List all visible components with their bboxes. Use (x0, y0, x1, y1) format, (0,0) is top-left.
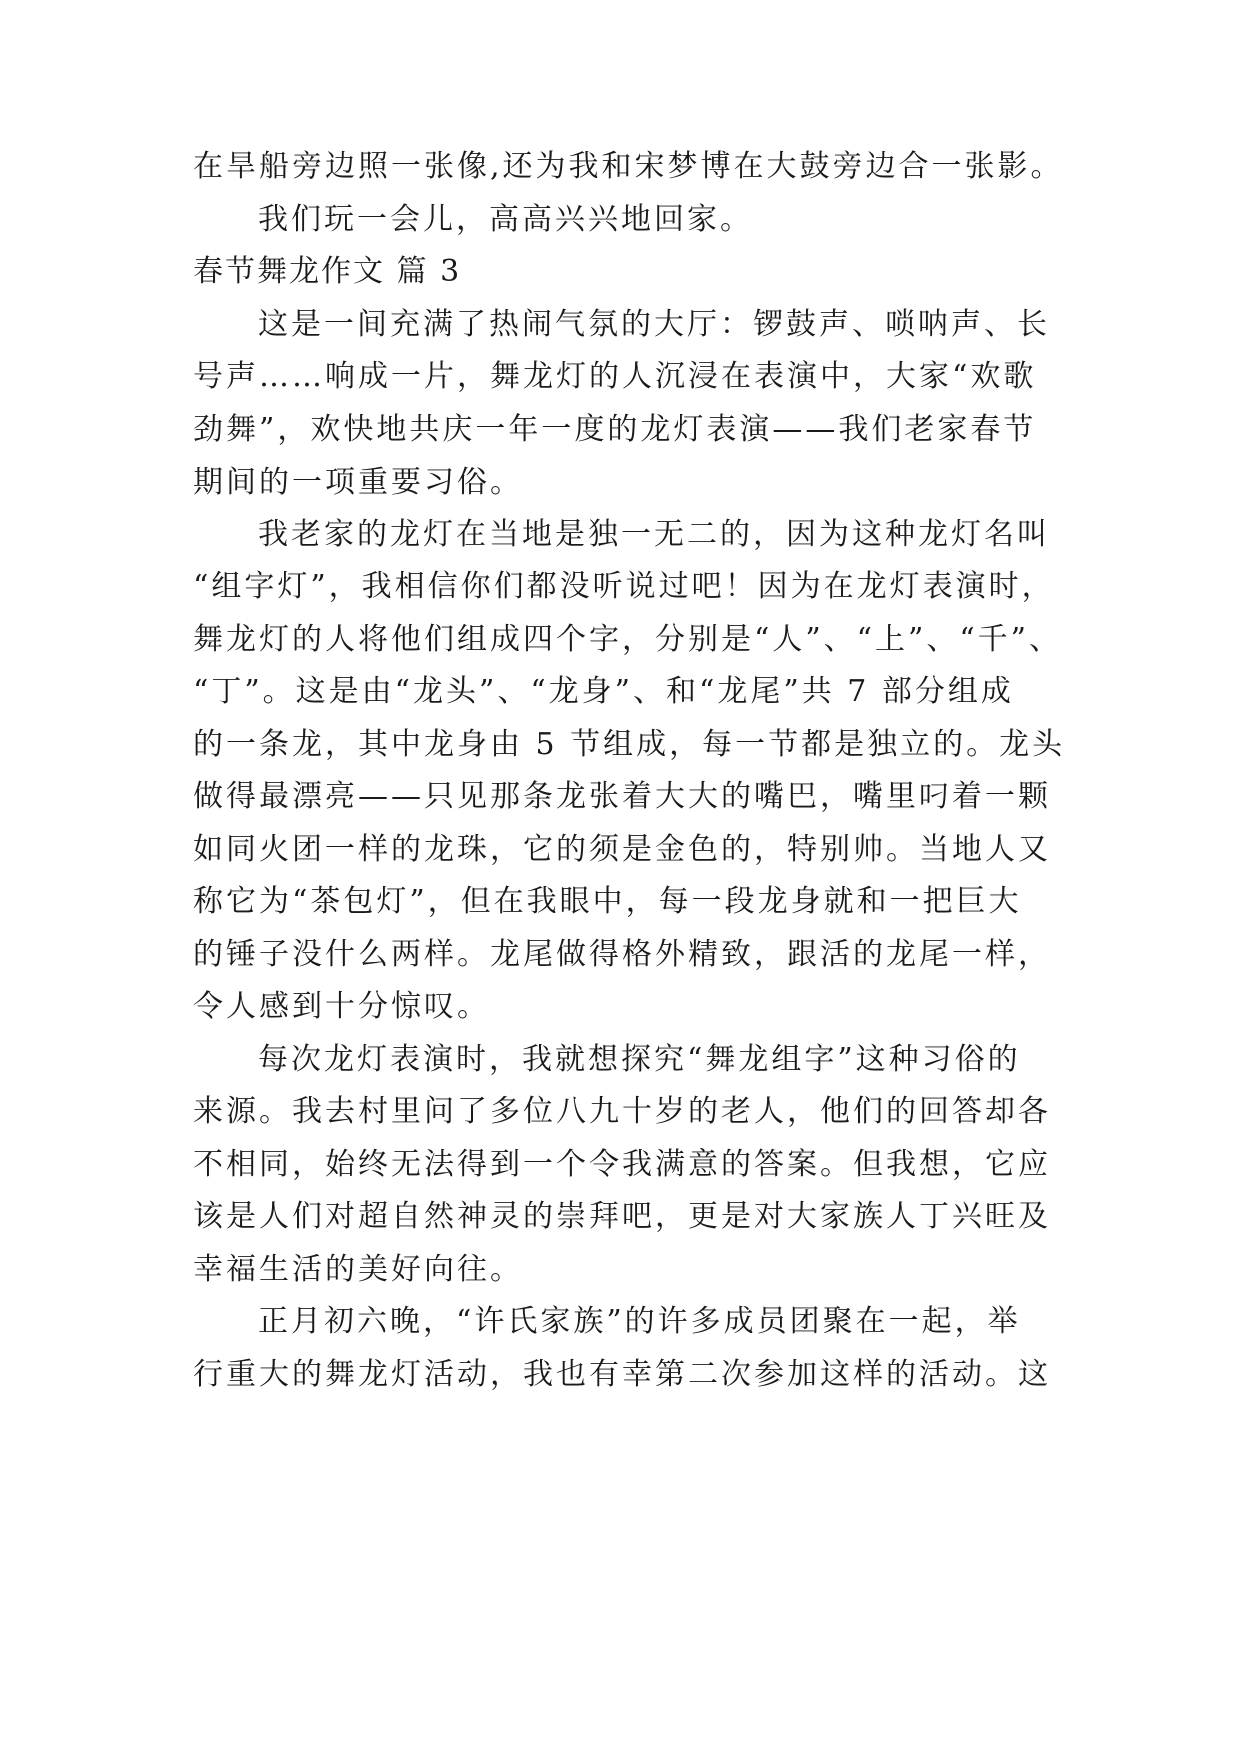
text-line: 这是一间充满了热闹气氛的大厅：锣鼓声、唢呐声、长 (258, 307, 1050, 342)
text-line: 称它为“茶包灯”，但在我眼中，每一段龙身就和一把巨大 (193, 884, 1022, 919)
text-line: 做得最漂亮——只见那条龙张着大大的嘴巴，嘴里叼着一颗 (193, 779, 1051, 814)
text-line: 不相同，始终无法得到一个令我满意的答案。但我想，它应 (193, 1147, 1051, 1182)
text-line: 期间的一项重要习俗。 (193, 465, 523, 500)
text-line: 舞龙灯的人将他们组成四个字，分别是“人”、“上”、“千”、 (193, 622, 1063, 657)
text-line: 我们玩一会儿，高高兴兴地回家。 (258, 202, 753, 237)
text-line: 的一条龙，其中龙身由 5 节组成，每一节都是独立的。龙头 (193, 727, 1066, 762)
text-line: 我老家的龙灯在当地是独一无二的，因为这种龙灯名叫 (258, 517, 1050, 552)
text-line: 号声……响成一片，舞龙灯的人沉浸在表演中，大家“欢歌 (193, 359, 1037, 394)
text-line: “组字灯”，我相信你们都没听说过吧！因为在龙灯表演时， (193, 569, 1055, 604)
text-line: 行重大的舞龙灯活动，我也有幸第二次参加这样的活动。这 (193, 1357, 1051, 1392)
text-line: “丁”。这是由“龙头”、“龙身”、和“龙尾”共 7 部分组成 (193, 674, 1014, 709)
text-line: 令人感到十分惊叹。 (193, 989, 490, 1024)
section-heading: 春节舞龙作文 篇 3 (193, 254, 462, 289)
text-line: 正月初六晚，“许氏家族”的许多成员团聚在一起，举 (258, 1304, 1021, 1339)
text-line: 在旱船旁边照一张像,还为我和宋梦博在大鼓旁边合一张影。 (193, 149, 1064, 184)
text-line: 每次龙灯表演时，我就想探究“舞龙组字”这种习俗的 (258, 1042, 1021, 1077)
text-line: 幸福生活的美好向往。 (193, 1252, 523, 1287)
text-line: 该是人们对超自然神灵的崇拜吧，更是对大家族人丁兴旺及 (193, 1199, 1051, 1234)
text-line: 劲舞”，欢快地共庆一年一度的龙灯表演——我们老家春节 (193, 412, 1037, 447)
text-line: 如同火团一样的龙珠，它的须是金色的，特别帅。当地人又 (193, 832, 1051, 867)
text-line: 来源。我去村里问了多位八九十岁的老人，他们的回答却各 (193, 1094, 1051, 1129)
text-line: 的锤子没什么两样。龙尾做得格外精致，跟活的龙尾一样， (193, 937, 1051, 972)
